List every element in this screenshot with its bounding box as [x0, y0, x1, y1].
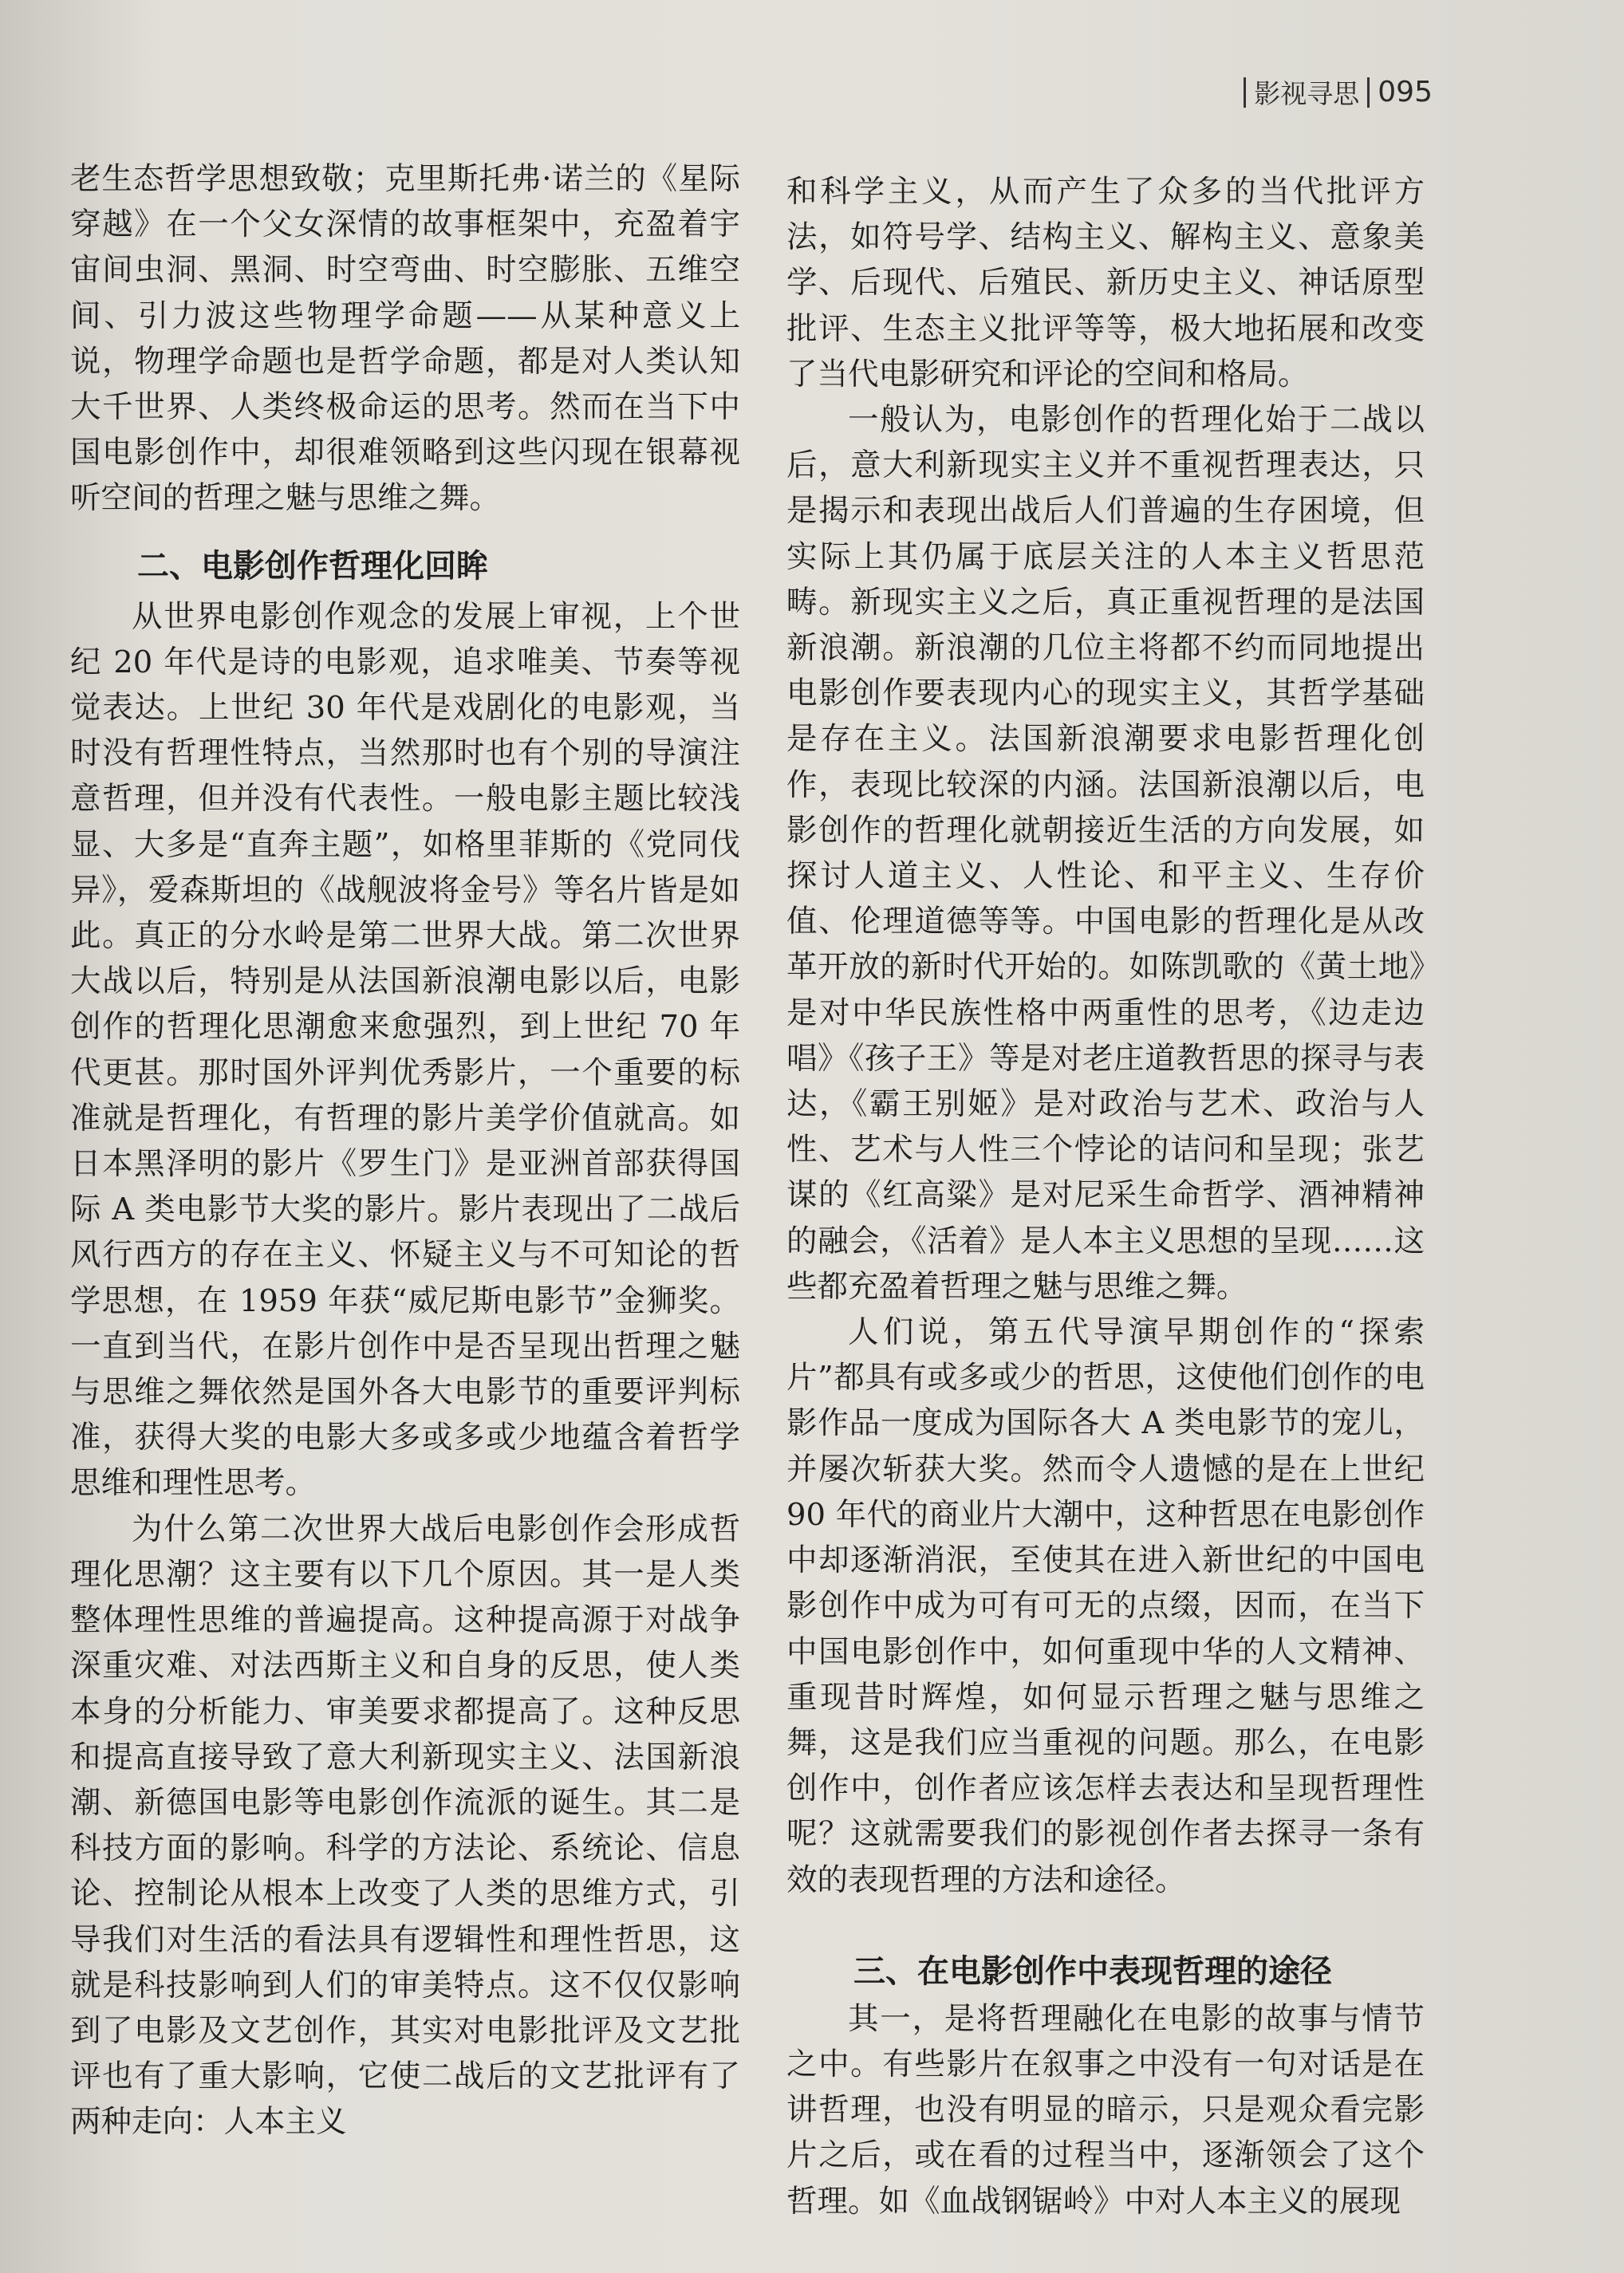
paragraph: 一般认为，电影创作的哲理化始于二战以后，意大利新现实主义并不重视哲理表达，只是揭示和表现出战后人们普遍的生存困境，但实际上其仍属于底层关注的人本主义哲思范畴。新现实主义之后，真正重视哲理的是法国新浪潮。新浪潮的几位主将都不约而同地提出电影创作要表现内心的现实主义，其哲学基础是存在主义。法国新浪潮要求电影哲理化创作，表现比较深的内涵。法国新浪潮以后，电影创作的哲理化就朝接近生活的方向发展，如探讨人道主义、人性论、和平主义、生存价值、伦理道德等等。中国电影的哲理化是从改革开放的新时代开始的。如陈凯歌的《黄土地》是对中华民族性格中两重性的思考，《边走边唱》《孩子王》等是对老庄道教哲思的探寻与表达，《霸王别姬》是对政治与艺术、政治与人性、艺术与人性三个悖论的诘问和呈现；张艺谋的《红高粱》是对尼采生命哲学、酒神精神的融会，《活着》是人本主义思想的呈现……这些都充盈着哲理之魅与思维之舞。	[786, 402, 1425, 1305]
left-column	[70, 156, 740, 2145]
page-number: 095	[1378, 76, 1433, 108]
paragraph: 为什么第二次世界大战后电影创作会形成哲理化思潮？这主要有以下几个原因。其一是人类整体理性思维的普遍提高。这种提高源于对战争深重灾难、对法西斯主义和自身的反思，使人类本身的分析能力、审美要求都提高了。这种反思和提高直接导致了意大利新现实主义、法国新浪潮、新德国电影等电影创作流派的诞生。其二是科技方面的影响。科学的方法论、系统论、信息论、控制论从根本上改变了人类的思维方式，引导我们对生活的看法具有逻辑性和理性哲思，这就是科技影响到人们的审美特点。这不仅仅影响到了电影及文艺创作，其实对电影批评及文艺批评也有了重大影响，它使二战后的文艺批评有了两种走向：人本主义	[70, 1511, 740, 2141]
section-heading-2: 二、电影创作哲理化回眸	[137, 547, 488, 585]
paragraph: 人们说，第五代导演早期创作的“探索片”都具有或多或少的哲思，这使他们创作的电影作品一度成为国际各大 A 类电影节的宠儿，并屡次斩获大奖。然而令人遗憾的是在上世纪 90 年代的商业片大潮中，这种哲思在电影创作中却逐渐消泯，至使其在进入新世纪的中国电影创作中成为可有可无的点缀，因而，在当下中国电影创作中，如何重现中华的人文精神、重现昔时辉煌，如何显示哲理之魅与思维之舞，这是我们应当重视的问题。那么，在电影创作中，创作者应该怎样去表达和呈现哲理性呢？这就需要我们的影视创作者去探寻一条有效的表现哲理的方法和途径。	[786, 1314, 1425, 1898]
paragraph: 从世界电影创作观念的发展上审视，上个世纪 20 年代是诗的电影观，追求唯美、节奏等视觉表达。上世纪 30 年代是戏剧化的电影观，当时没有哲理性特点，当然那时也有个别的导演注意哲理，但并没有代表性。一般电影主题比较浅显、大多是“直奔主题”，如格里菲斯的《党同伐异》，爱森斯坦的《战舰波将金号》等名片皆是如此。真正的分水岭是第二世界大战。第二次世界大战以后，特别是从法国新浪潮电影以后，电影创作的哲理化思潮愈来愈强烈，到上世纪 70 年代更甚。那时国外评判优秀影片，一个重要的标准就是哲理化，有哲理的影片美学价值就高。如日本黑泽明的影片《罗生门》是亚洲首部获得国际 A 类电影节大奖的影片。影片表现出了二战后风行西方的存在主义、怀疑主义与不可知论的哲学思想，在 1959 年获“威尼斯电影节”金狮奖。一直到当代，在影片创作中是否呈现出哲理之魅与思维之舞依然是国外各大电影节的重要评判标准，获得大奖的电影大多或多或少地蕴含着哲学思维和理性思考。	[70, 598, 740, 1502]
header-divider	[1244, 77, 1246, 108]
paragraph: 其一，是将哲理融化在电影的故事与情节之中。有些影片在叙事之中没有一句对话是在讲哲理，也没有明显的暗示，只是观众看完影片之后，或在看的过程当中，逐渐领会了这个哲理。如《血战钢锯岭》中对人本主义的展现	[786, 2000, 1425, 2220]
right-column	[786, 169, 1425, 2224]
header-section-title: 影视寻思	[1254, 78, 1360, 109]
paragraph-continued: 和科学主义，从而产生了众多的当代批评方法，如符号学、结构主义、解构主义、意象美学、后现代、后殖民、新历史主义、神话原型批评、生态主义批评等等，极大地拓展和改变了当代电影研究和评论的空间和格局。	[786, 174, 1425, 392]
paragraph-continued: 老生态哲学思想致敬；克里斯托弗·诺兰的《星际穿越》在一个父女深情的故事框架中，充盈着宇宙间虫洞、黑洞、时空弯曲、时空膨胀、五维空间、引力波这些物理学命题——从某种意义上说，物理学命题也是哲学命题，都是对人类认知大千世界、人类终极命运的思考。然而在当下中国电影创作中，却很难领略到这些闪现在银幕视听空间的哲理之魅与思维之舞。	[70, 161, 740, 517]
header-divider	[1367, 77, 1370, 108]
running-header	[1236, 73, 1433, 111]
section-heading-3: 三、在电影创作中表现哲理的途径	[853, 1952, 1332, 1990]
